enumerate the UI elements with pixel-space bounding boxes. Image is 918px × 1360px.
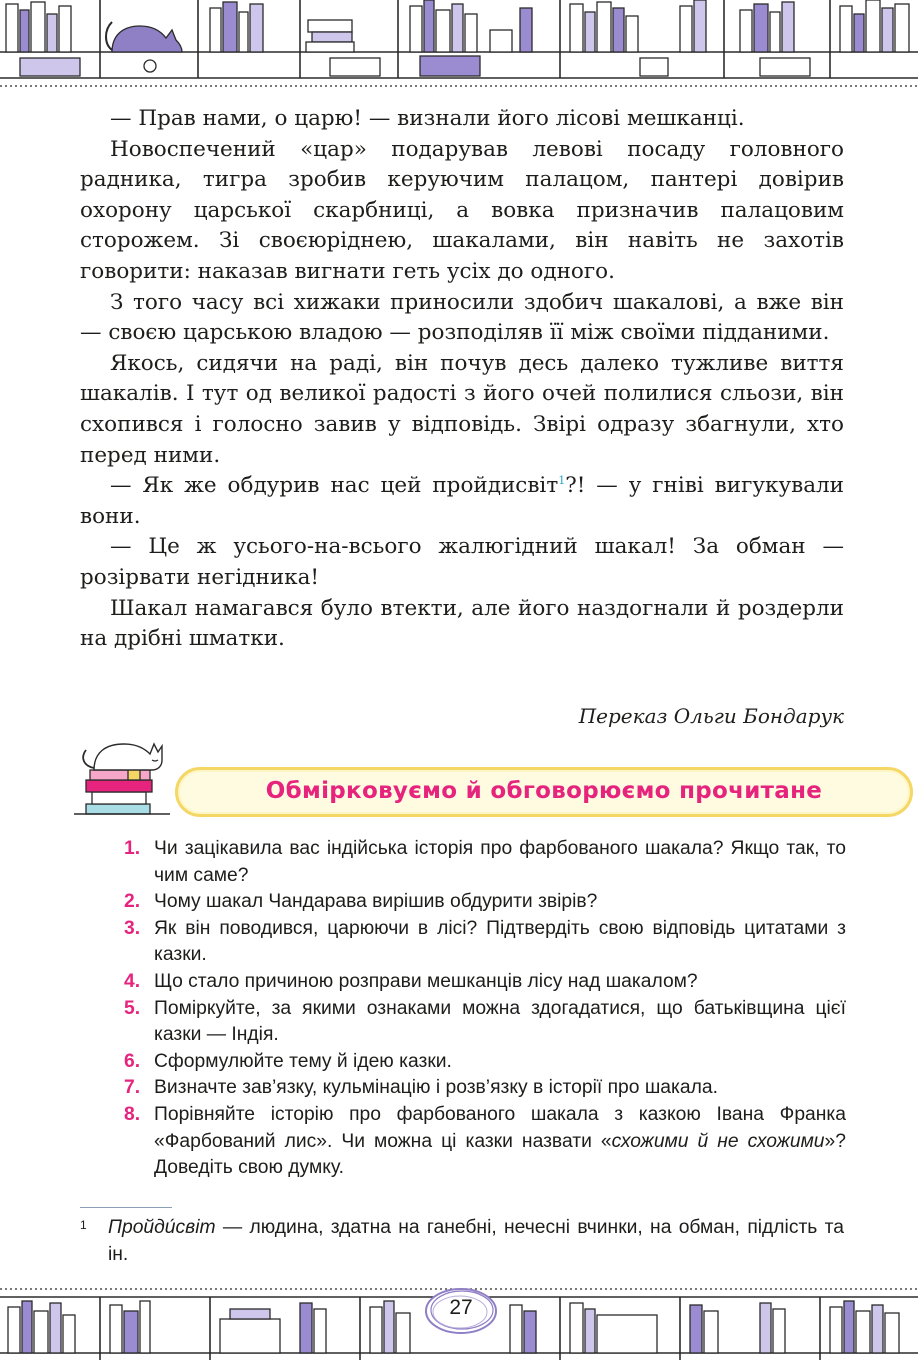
question-number: 8. (124, 1103, 141, 1125)
question-text: Чому шакал Чандарава вирішив обдурити звірів? (154, 891, 598, 913)
question-number: 5. (124, 997, 141, 1019)
list-item (124, 1075, 846, 1102)
question-text: Поміркуйте, за якими ознаками можна здогадатися, що батьківщина цієї казки — Індія. (154, 997, 846, 1046)
story-paragraph: Новоспечений «цар» подарував левові посаду головного радника, тигра зробив керуючим палацом, пантері довірив охорону царської скарбниці, а вовка призначив палацовим сторожем. Зі своєюріднею, шакалами, він навіть не захотів говорити: наказав вигнати геть усіх до одного. (80, 136, 844, 284)
section-title: Обмірковуємо й обговорюємо прочитане (265, 778, 823, 804)
question-text (154, 1102, 846, 1182)
question-emphasis: схожими й не схожими (611, 1130, 825, 1152)
attribution: Переказ Ольги Бондарук (578, 704, 844, 728)
question-text-start: Порівняйте історію про фарбованого шакала з казкою Івана Франка «Фарбований лис». Чи можна ці казки назвати « (154, 1103, 846, 1152)
top-bookshelf-band (0, 0, 918, 92)
questions-list (124, 836, 846, 1182)
question-text: Визначте зав’язку, кульмінацію і розв’язку в історії про шакала. (154, 1077, 718, 1099)
question-text: Чи зацікавила вас індійська історія про фарбованого шакала? Якщо так, то чим саме? (154, 838, 846, 886)
question-number: 2. (124, 891, 141, 913)
footnote-divider (80, 1207, 172, 1208)
list-item (124, 889, 846, 916)
question-text: Що стало причиною розправи мешканців лісу над шакалом? (154, 970, 698, 992)
footnote-text (108, 1215, 844, 1268)
exclamation-end: ?! — у гніві вигукували вони. (80, 473, 845, 529)
bookshelf-illustration (0, 0, 918, 92)
footnote-term: Пройди́світ (108, 1217, 216, 1238)
footnote-reference[interactable]: 1 (558, 473, 566, 487)
story-paragraph: Якось, сидячи на раді, він почув десь далеко тужливе виття шакалів. І тут од великої радості з його очей полилися сльози, він схопився і голосно завив у відповідь. Звірі одразу збагнули, хто перед ними. (80, 350, 844, 468)
story-paragraph: Шакал намагався було втекти, але його наздогнали й роздерли на дрібні шматки. (80, 595, 844, 652)
question-number: 1. (124, 838, 141, 859)
footnote-mark: 1 (80, 1218, 87, 1232)
list-item (124, 916, 846, 969)
question-number: 3. (124, 917, 141, 939)
question-number: 7. (124, 1077, 141, 1099)
story-paragraph-exclamation (80, 471, 844, 532)
question-text: Сформулюйте тему й ідею казки. (154, 1050, 452, 1072)
list-item (124, 996, 846, 1049)
story-paragraph: — Прав нами, о царю! — визнали його лісові мешканці. (110, 106, 745, 131)
footnote-definition: — людина, здатна на ганебні, нечесні вчинки, на обман, підлість та ін. (108, 1217, 844, 1265)
list-item (124, 969, 846, 996)
story-paragraph: З того часу всі хижаки приносили здобич шакалові, а вже він — своєю царською владою — розподіляв її між своїми підданими. (80, 289, 844, 346)
cat-on-books-icon (72, 730, 172, 820)
page-number (422, 1283, 500, 1337)
exclamation-start: — Як же обдурив нас цей пройдисвіт (110, 473, 559, 499)
story-text (80, 104, 844, 655)
footnote (80, 1215, 844, 1268)
question-text: Як він поводився, царюючи в лісі? Підтвердіть свою відповідь цитатами з казки. (154, 917, 846, 966)
question-text-end: »? Доведіть свою думку. (154, 1130, 846, 1179)
section-title-banner (175, 767, 913, 817)
list-item (124, 1102, 846, 1182)
list-item (124, 1049, 846, 1076)
story-paragraph: — Це ж усього-на-всього жалюгідний шакал! За обман — розірвати негідника! (80, 534, 844, 590)
question-number: 6. (124, 1050, 141, 1072)
list-item (124, 836, 846, 889)
page-number-text: 27 (449, 1296, 473, 1319)
question-number: 4. (124, 970, 141, 992)
section-heading (72, 730, 852, 830)
